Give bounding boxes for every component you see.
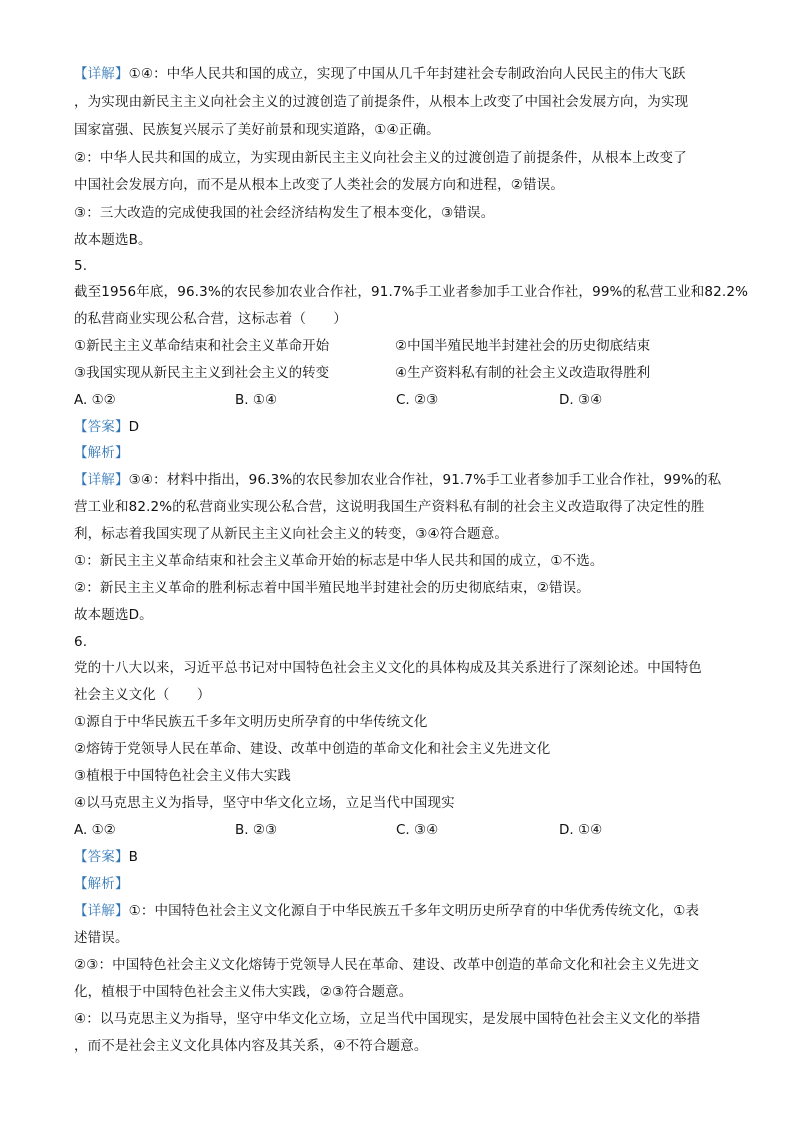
q5-stem-line-1: 截至1956年底，96.3%的农民参加农业合作社，91.7%手工业者参加手工业合作社，99%的私营工业和82.2%	[74, 284, 749, 300]
q6-detail-line-2: 述错误。	[74, 930, 129, 946]
q5-option-b: B. ①④	[235, 392, 278, 408]
q5-number: 5.	[74, 258, 88, 274]
q4-detail-tag: 【详解】	[74, 66, 129, 82]
q6-statement-1: ①源自于中华民族五千多年文明历史所孕育的中华传统文化	[74, 714, 428, 730]
q5-option-c: C. ②③	[396, 392, 439, 408]
q5-answer-value: D	[128, 419, 140, 435]
q4-point3: ③：三大改造的完成使我国的社会经济结构发生了根本变化，③错误。	[74, 205, 495, 221]
q5-statement-2: ②中国半殖民地半封建社会的历史彻底结束	[395, 338, 651, 354]
q5-point2: ②：新民主主义革命的胜利标志着中国半殖民地半封建社会的历史彻底结束，②错误。	[74, 580, 590, 596]
q5-detail-line-3: 利，标志着我国实现了从新民主主义向社会主义的转变，③④符合题意。	[74, 526, 509, 542]
q6-option-c: C. ③④	[396, 822, 439, 838]
q6-point23-line-1: ②③：中国特色社会主义文化熔铸于党领导人民在革命、建设、改革中创造的革命文化和社会主义先进文	[74, 957, 700, 973]
q5-detail-line-2: 营工业和82.2%的私营商业实现公私合营，这说明我国生产资料私有制的社会主义改造取得了决定性的胜	[74, 499, 705, 515]
q6-statement-3: ③植根于中国特色社会主义伟大实践	[74, 768, 292, 784]
q6-option-a: A. ①②	[74, 822, 116, 838]
q6-number: 6.	[74, 634, 88, 650]
q6-stem-line-1: 党的十八大以来，习近平总书记对中国特色社会主义文化的具体构成及其关系进行了深刻论述。中国特色	[74, 660, 702, 676]
q6-point23-line-2: 化，植根于中国特色社会主义伟大实践，②③符合题意。	[74, 984, 413, 1000]
q6-detail-line-1: 【详解】①：中国特色社会主义文化源自于中华民族五千多年文明历史所孕育的中华优秀传统文化，①表	[74, 903, 700, 919]
q6-answer	[74, 847, 734, 867]
q6-detail-tag: 【详解】	[74, 903, 129, 919]
q6-option-b: B. ②③	[235, 822, 278, 838]
q6-answer-value: B	[128, 849, 139, 865]
q5-conclusion: 故本题选D。	[74, 607, 153, 623]
q6-option-d: D. ①④	[559, 822, 603, 838]
q4-conclusion: 故本题选B。	[74, 232, 152, 248]
q5-option-a: A. ①②	[74, 392, 116, 408]
q4-detail-line-2: ，为实现由新民主主义向社会主义的过渡创造了前提条件，从根本上改变了中国社会发展方向，为实现	[74, 94, 689, 110]
q5-stem-line-2: 的私营商业实现公私合营，这标志着（ ）	[74, 311, 347, 327]
q5-statement-1: ①新民主主义革命结束和社会主义革命开始	[74, 338, 330, 354]
q6-stem-line-2: 社会主义文化（ ）	[74, 687, 211, 703]
q4-point2-line-2: 中国社会发展方向，而不是从根本上改变了人类社会的发展方向和进程，②错误。	[74, 177, 565, 193]
q4-detail-line-1: 【详解】①④：中华人民共和国的成立，实现了中国从几千年封建社会专制政治向人民民主的伟大飞跃	[74, 66, 686, 82]
q5-analysis-tag: 【解析】	[74, 445, 129, 461]
q5-option-d: D. ③④	[559, 392, 603, 408]
q6-statement-2: ②熔铸于党领导人民在革命、建设、改革中创造的革命文化和社会主义先进文化	[74, 741, 551, 757]
q5-statement-4: ④生产资料私有制的社会主义改造取得胜利	[395, 365, 651, 381]
q5-answer	[74, 417, 734, 437]
q5-point1: ①：新民主主义革命结束和社会主义革命开始的标志是中华人民共和国的成立，①不选。	[74, 553, 604, 569]
q4-point2-line-1: ②：中华人民共和国的成立，为实现由新民主主义向社会主义的过渡创造了前提条件，从根本上改变了	[74, 150, 687, 166]
q6-statement-4: ④以马克思主义为指导，坚守中华文化立场，立足当代中国现实	[74, 795, 455, 811]
q5-answer-tag: 【答案】	[74, 419, 129, 435]
q5-detail-tag: 【详解】	[74, 472, 129, 488]
q5-detail-line-1: 【详解】③④：材料中指出，96.3%的农民参加农业合作社，91.7%手工业者参加手工业合作社，99%的私	[74, 472, 722, 488]
q6-analysis-tag: 【解析】	[74, 876, 129, 892]
q5-statement-3: ③我国实现从新民主主义到社会主义的转变	[74, 365, 330, 381]
q4-detail-line-3: 国家富强、民族复兴展示了美好前景和现实道路，①④正确。	[74, 122, 440, 138]
q6-point4-line-2: ，而不是社会主义文化具体内容及其关系，④不符合题意。	[74, 1038, 428, 1054]
q6-answer-tag: 【答案】	[74, 849, 129, 865]
q6-point4-line-1: ④：以马克思主义为指导，坚守中华文化立场，立足当代中国现实，是发展中国特色社会主义文化的举措	[74, 1011, 701, 1027]
